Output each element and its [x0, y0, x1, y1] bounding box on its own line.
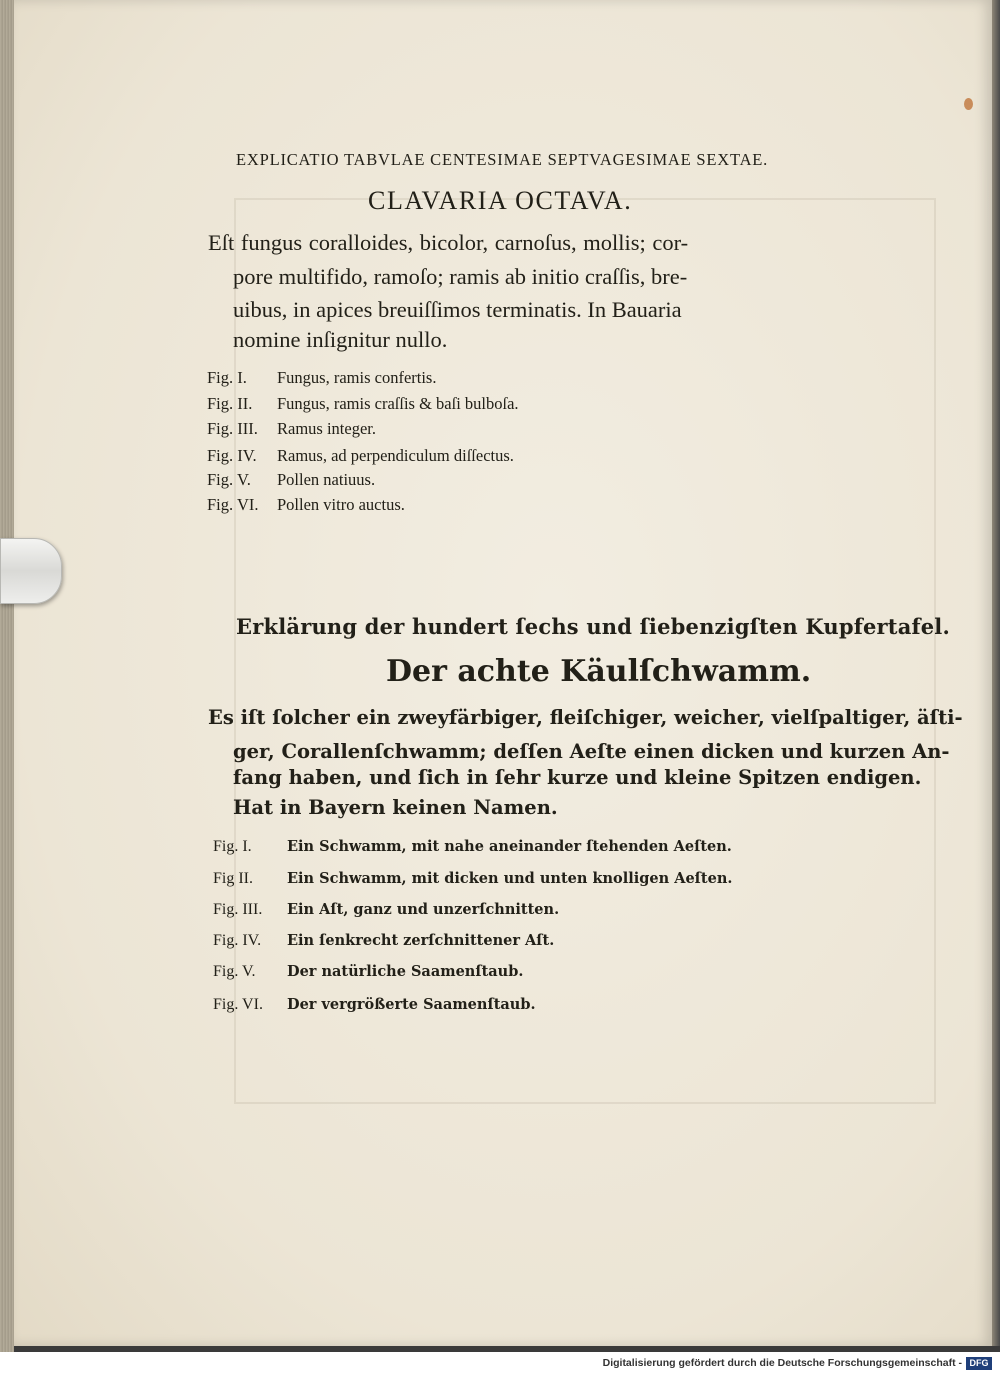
german-figure-item — [213, 963, 523, 981]
figure-text: Fungus, ramis craſſis & baſi bulboſa. — [277, 394, 519, 413]
figure-label: Fig II. — [213, 870, 253, 887]
figure-text: Der natürliche Saamenſtaub. — [287, 963, 524, 980]
german-title: Der achte Käulſchwamm. — [386, 654, 812, 689]
page-clip — [0, 538, 62, 604]
latin-figure-item — [207, 419, 376, 439]
german-figure-item — [213, 901, 559, 919]
german-figure-item — [213, 996, 536, 1014]
figure-label: Fig. III. — [213, 901, 263, 918]
german-figure-item — [213, 932, 554, 950]
figure-label: Fig. III. — [207, 419, 258, 438]
figure-label: Fig. VI. — [213, 996, 263, 1013]
figure-label: Fig. IV. — [207, 446, 257, 465]
figure-text: Ein Schwamm, mit dicken und unten knolligen Aeſten. — [287, 870, 733, 887]
figure-text: Ein Schwamm, mit nahe aneinander ſtehenden Aeſten. — [287, 838, 732, 855]
german-body-line: ger, Corallenſchwamm; deſſen Aeſte einen dicken und kurzen An- — [233, 740, 950, 763]
german-body-line: Es iſt ſolcher ein zweyfärbiger, fleiſchiger, weicher, vielſpaltiger, äſti- — [208, 706, 963, 729]
figure-label: Fig. V. — [213, 963, 256, 980]
latin-body-line: Eſt fungus coralloides, bicolor, carnoſus, mollis; cor- — [208, 230, 689, 255]
figure-text: Der vergrößerte Saamenſtaub. — [287, 996, 536, 1013]
latin-body-line: pore multifido, ramoſo; ramis ab initio craſſis, bre- — [233, 264, 688, 289]
latin-figure-item — [207, 394, 519, 414]
german-heading: Erklärung der hundert ſechs und ſiebenzigſten Kupfertafel. — [236, 614, 950, 639]
german-body-line: Hat in Bayern keinen Namen. — [233, 796, 558, 819]
figure-text: Pollen natiuus. — [277, 470, 376, 489]
figure-label: Fig. I. — [207, 368, 247, 387]
book-right-edge — [992, 0, 1000, 1346]
latin-figure-item — [207, 470, 375, 490]
latin-figure-item — [207, 368, 436, 388]
figure-label: Fig. I. — [213, 838, 252, 855]
figure-label: Fig. V. — [207, 470, 251, 489]
latin-title: CLAVARIA OCTAVA. — [368, 186, 633, 215]
figure-label: Fig. IV. — [213, 932, 262, 949]
german-figure-item — [213, 838, 732, 856]
figure-text: Pollen vitro auctus. — [277, 495, 405, 514]
footer-credit: Digitalisierung gefördert durch die Deutsche Forschungsgemeinschaft - — [602, 1357, 962, 1369]
latin-figure-item — [207, 495, 405, 515]
figure-text: Ramus integer. — [277, 419, 376, 438]
latin-body-line: nomine inſignitur nullo. — [233, 327, 448, 352]
german-figure-item — [213, 870, 732, 888]
figure-label: Fig. VI. — [207, 495, 259, 514]
latin-body-line: uibus, in apices breuiſſimos terminatis. In Bauaria — [233, 297, 682, 322]
book-page-edges — [0, 0, 14, 1352]
latin-heading: EXPLICATIO TABVLAE CENTESIMAE SEPTVAGESIMAE SEXTAE. — [236, 150, 769, 169]
latin-figure-item — [207, 446, 514, 466]
figure-text: Ramus, ad perpendiculum diſſectus. — [277, 446, 514, 465]
german-body-line: fang haben, und ſich in ſehr kurze und kleine Spitzen endigen. — [233, 766, 922, 789]
figure-text: Fungus, ramis confertis. — [277, 368, 437, 387]
figure-text: Ein ſenkrecht zerſchnittener Aſt. — [287, 932, 555, 949]
dfg-logo: DFG — [966, 1357, 992, 1370]
figure-text: Ein Aſt, ganz und unzerſchnitten. — [287, 901, 560, 918]
figure-label: Fig. II. — [207, 394, 253, 413]
paper-stain — [964, 98, 973, 110]
